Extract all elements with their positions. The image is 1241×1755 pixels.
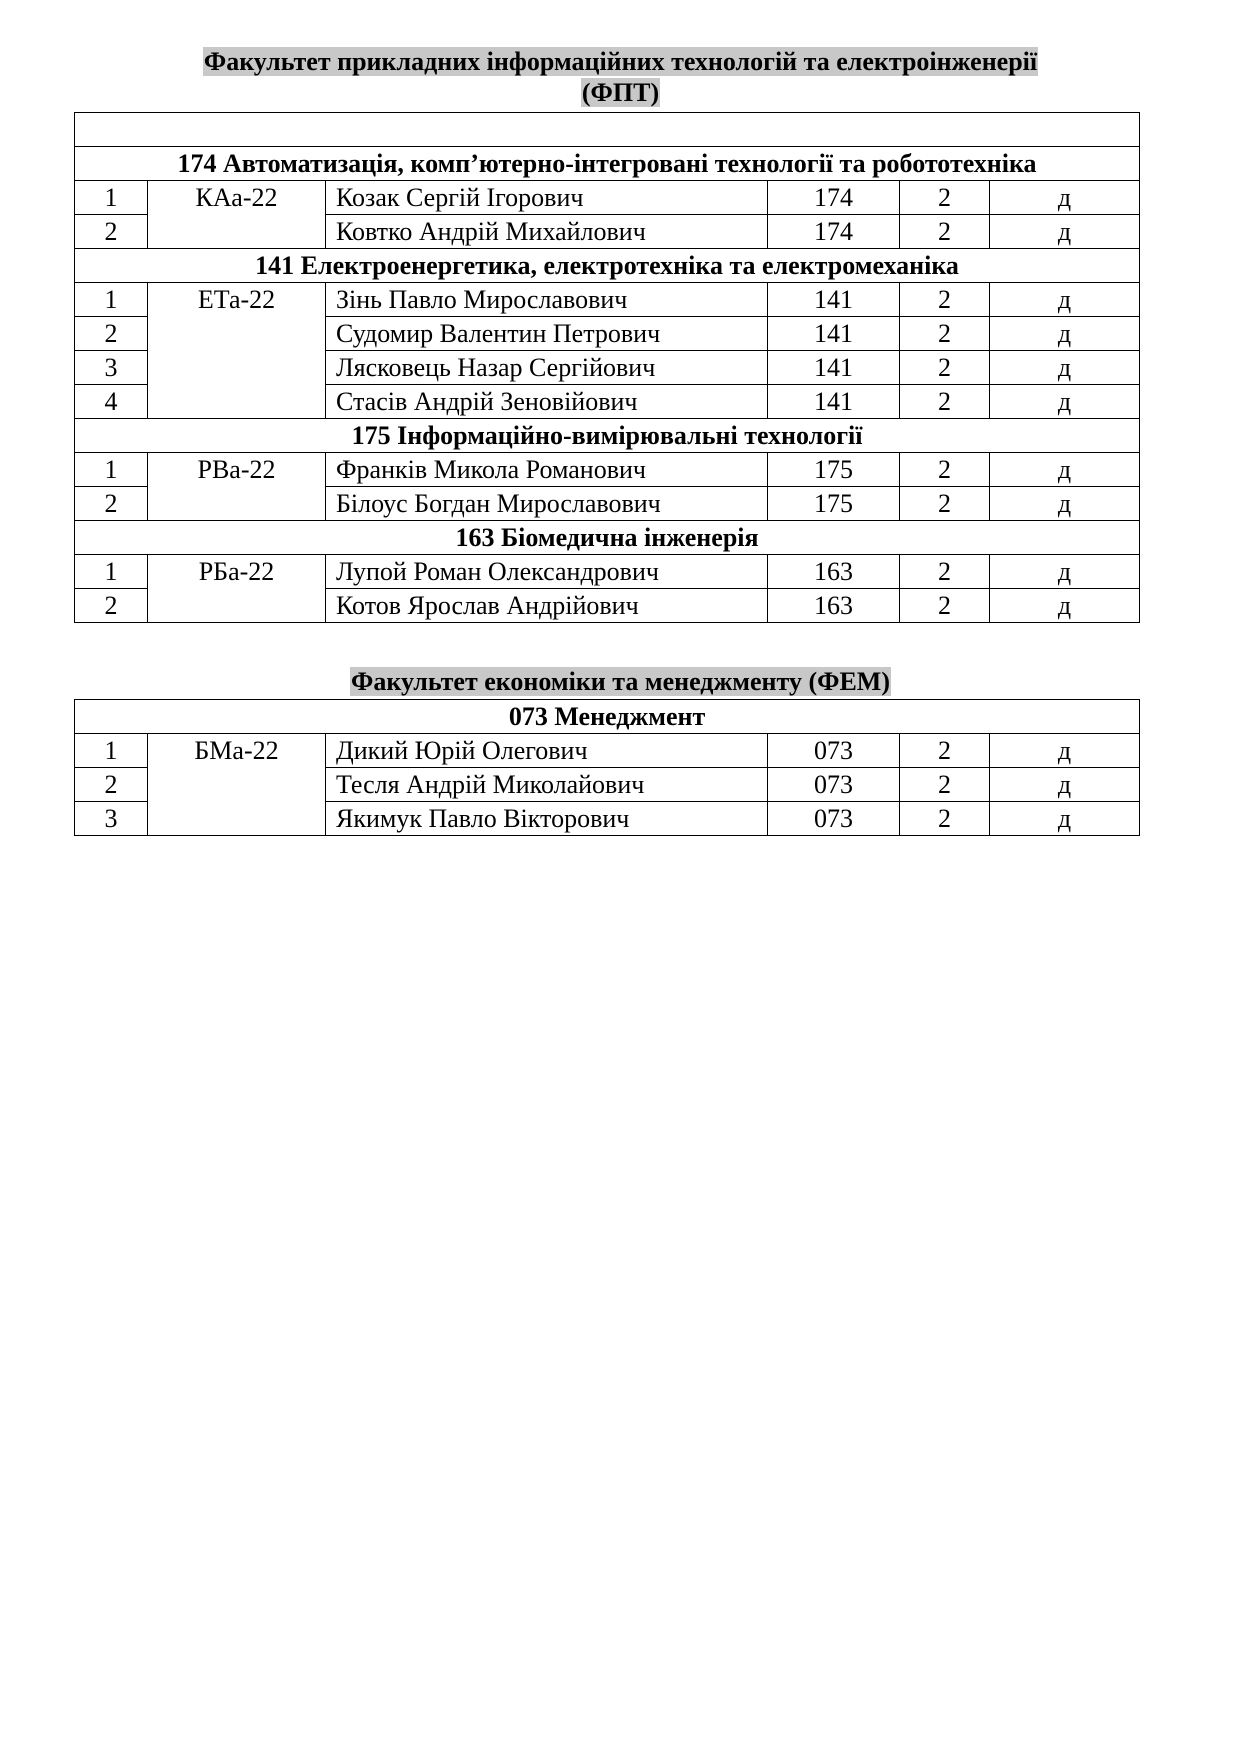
specialty-header <box>75 521 1140 555</box>
row-number: 1 <box>75 555 148 589</box>
specialty-code: 141 <box>768 385 900 419</box>
student-name: Зінь Павло Мирославович <box>326 283 768 317</box>
specialty-code: 163 <box>768 589 900 623</box>
specialty-code: 141 <box>768 351 900 385</box>
study-form: д <box>990 802 1140 836</box>
table-row <box>75 283 1140 317</box>
student-name: Франків Микола Романович <box>326 453 768 487</box>
specialty-title: 174 Автоматизація, комп’ютерно-інтегровані технології та робототехніка <box>75 147 1140 181</box>
table-row <box>75 734 1140 768</box>
specialty-code: 073 <box>768 802 900 836</box>
specialty-title: 141 Електроенергетика, електротехніка та електромеханіка <box>75 249 1140 283</box>
student-name: Якимук Павло Вікторович <box>326 802 768 836</box>
faculty-fem-title-line1: Факультет економіки та менеджменту (ФЕМ) <box>351 667 890 696</box>
faculty-fpt-title-line1: Факультет прикладних інформаційних технологій та електроінженерії <box>203 47 1038 76</box>
study-form: д <box>990 215 1140 249</box>
course: 2 <box>900 317 990 351</box>
specialty-code: 175 <box>768 487 900 521</box>
faculty-fem-title <box>0 666 1241 697</box>
specialty-code: 175 <box>768 453 900 487</box>
course: 2 <box>900 802 990 836</box>
faculty-fpt-title <box>0 46 1241 108</box>
row-number: 2 <box>75 215 148 249</box>
study-form: д <box>990 734 1140 768</box>
course: 2 <box>900 487 990 521</box>
row-number: 1 <box>75 181 148 215</box>
row-number: 1 <box>75 283 148 317</box>
row-number: 4 <box>75 385 148 419</box>
specialty-header <box>75 419 1140 453</box>
student-name: Котов Ярослав Андрійович <box>326 589 768 623</box>
study-form: д <box>990 453 1140 487</box>
specialty-title: 163 Біомедична інженерія <box>75 521 1140 555</box>
row-number: 1 <box>75 453 148 487</box>
group-code: РВа-22 <box>148 453 326 521</box>
student-name: Лупой Роман Олександрович <box>326 555 768 589</box>
student-name: Білоус Богдан Мирославович <box>326 487 768 521</box>
course: 2 <box>900 768 990 802</box>
student-name: Ковтко Андрій Михайлович <box>326 215 768 249</box>
course: 2 <box>900 215 990 249</box>
course: 2 <box>900 283 990 317</box>
specialty-code: 141 <box>768 317 900 351</box>
faculty-fpt-table <box>74 112 1140 623</box>
study-form: д <box>990 181 1140 215</box>
specialty-title: 073 Менеджмент <box>75 700 1140 734</box>
specialty-header <box>75 700 1140 734</box>
row-number: 2 <box>75 589 148 623</box>
student-name: Тесля Андрій Миколайович <box>326 768 768 802</box>
specialty-code: 073 <box>768 768 900 802</box>
row-number: 1 <box>75 734 148 768</box>
student-name: Стасів Андрій Зеновійович <box>326 385 768 419</box>
study-form: д <box>990 385 1140 419</box>
study-form: д <box>990 589 1140 623</box>
study-form: д <box>990 487 1140 521</box>
specialty-header <box>75 249 1140 283</box>
student-name: Лясковець Назар Сергійович <box>326 351 768 385</box>
group-code: ЕТа-22 <box>148 283 326 419</box>
blank-row <box>75 113 1140 147</box>
row-number: 2 <box>75 768 148 802</box>
study-form: д <box>990 317 1140 351</box>
course: 2 <box>900 734 990 768</box>
course: 2 <box>900 589 990 623</box>
student-name: Козак Сергій Ігорович <box>326 181 768 215</box>
row-number: 2 <box>75 487 148 521</box>
study-form: д <box>990 283 1140 317</box>
student-name: Судомир Валентин Петрович <box>326 317 768 351</box>
specialty-code: 073 <box>768 734 900 768</box>
course: 2 <box>900 453 990 487</box>
table-row <box>75 181 1140 215</box>
group-code: БМа-22 <box>148 734 326 836</box>
study-form: д <box>990 351 1140 385</box>
study-form: д <box>990 768 1140 802</box>
group-code: РБа-22 <box>148 555 326 623</box>
row-number: 3 <box>75 351 148 385</box>
faculty-fpt-title-line2: (ФПТ) <box>581 78 660 107</box>
course: 2 <box>900 385 990 419</box>
table-row <box>75 555 1140 589</box>
row-number: 2 <box>75 317 148 351</box>
table-row <box>75 453 1140 487</box>
specialty-code: 174 <box>768 215 900 249</box>
specialty-header <box>75 147 1140 181</box>
row-number: 3 <box>75 802 148 836</box>
study-form: д <box>990 555 1140 589</box>
faculty-fem-table <box>74 699 1140 836</box>
specialty-code: 163 <box>768 555 900 589</box>
course: 2 <box>900 351 990 385</box>
specialty-code: 141 <box>768 283 900 317</box>
student-name: Дикий Юрій Олегович <box>326 734 768 768</box>
group-code: КАа-22 <box>148 181 326 249</box>
specialty-code: 174 <box>768 181 900 215</box>
course: 2 <box>900 181 990 215</box>
course: 2 <box>900 555 990 589</box>
specialty-title: 175 Інформаційно-вимірювальні технології <box>75 419 1140 453</box>
